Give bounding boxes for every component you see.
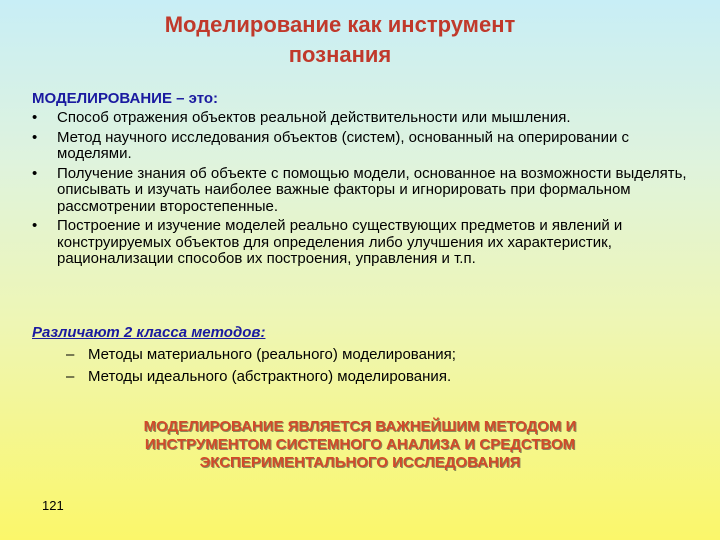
conclusion-line: ЭКСПЕРИМЕНТАЛЬНОГО ИССЛЕДОВАНИЯ <box>199 454 521 471</box>
title-line-1: Моделирование как инструмент <box>164 12 516 37</box>
conclusion-line: ИНСТРУМЕНТОМ СИСТЕМНОГО АНАЛИЗА И СРЕДСТВОМ <box>144 436 576 453</box>
definition-item: • Способ отражения объектов реальной действительности или мышления. <box>32 110 692 127</box>
title-line-2: познания <box>288 42 392 67</box>
definition-item: • Получение знания об объекте с помощью модели, основанное на возможности выделять, описывать и изучать наиболее важные факторы и игнорировать при формальном рассмотрении второстепенные. <box>32 166 692 216</box>
methods-heading: Различают 2 класса методов: <box>32 324 266 341</box>
conclusion-line: МОДЕЛИРОВАНИЕ ЯВЛЯЕТСЯ ВАЖНЕЙШИМ МЕТОДОМ И <box>143 418 577 435</box>
slide-title <box>60 10 620 70</box>
conclusion-statement <box>40 418 680 472</box>
definition-heading: МОДЕЛИРОВАНИЕ – это: <box>32 90 219 107</box>
method-item: – Методы материального (реального) моделирования; <box>64 345 664 365</box>
method-item: – Методы идеального (абстрактного) моделирования. <box>64 367 664 387</box>
methods-list <box>64 345 664 389</box>
page-number: 121 <box>42 498 64 513</box>
definition-list <box>32 110 692 271</box>
definition-item: • Метод научного исследования объектов (систем), основанный на оперировании с моделями. <box>32 130 692 163</box>
definition-item: • Построение и изучение моделей реально существующих предметов и явлений и конструируемых объектов для определения либо улучшения их характеристик, рационализации способов их построения, управления и т.п. <box>32 218 692 268</box>
